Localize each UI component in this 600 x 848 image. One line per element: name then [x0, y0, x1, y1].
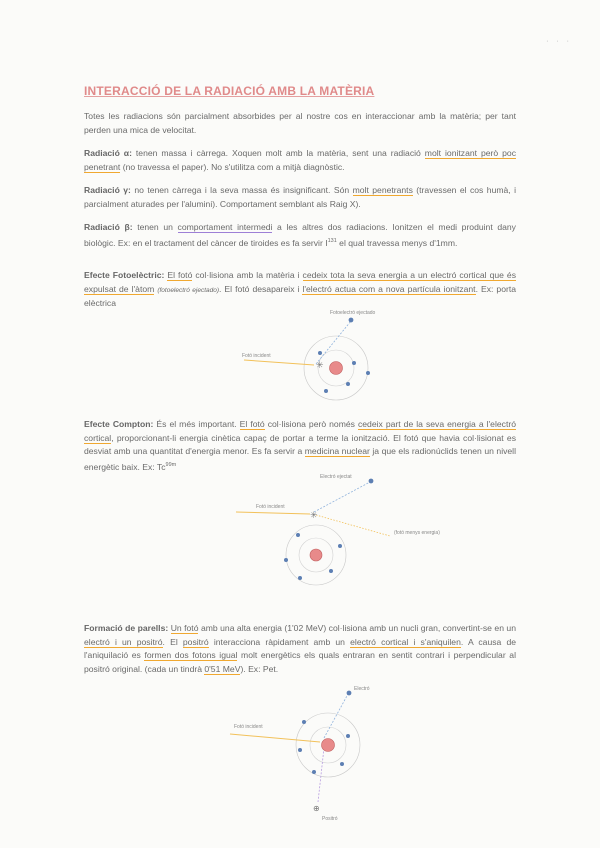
electron — [346, 734, 350, 738]
nucleus — [310, 549, 322, 561]
pair-label: Formació de parells: — [84, 623, 169, 633]
incident-photon-line — [244, 360, 314, 365]
alpha-highlight: molt ionitzant però poc penetrant — [84, 148, 517, 172]
compton-highlight-1: El fotó — [239, 419, 265, 429]
compton-text-3: , proporcionant-li energia cinètica capaç de portar a terme la ionització. El fotó que havia col·lisionat es desviat amb una quantitat d'energia menor. Es fa servir a — [84, 432, 516, 457]
ejected-electron — [349, 318, 354, 323]
electron — [346, 382, 350, 386]
beta-text: tenen un — [132, 222, 178, 232]
nucleus — [330, 362, 343, 375]
page-title: INTERACCIÓ DE LA RADIACIÓ AMB LA MATÈRIA — [84, 84, 375, 98]
fig-label-top: Electró ejectat — [320, 474, 352, 480]
fig-label-top: Fotoelectró ejectado — [330, 310, 376, 316]
photo-highlight-1: El fotó — [167, 270, 193, 280]
fig-label-left: Fotó incident — [234, 724, 263, 730]
electron — [352, 361, 356, 365]
fig-label-bottom: Positró — [322, 816, 338, 822]
pair-highlight-6: 0'51 MeV — [204, 663, 241, 674]
gamma-paragraph — [84, 184, 516, 211]
scattered-photon-line — [316, 515, 390, 536]
electron — [366, 371, 370, 375]
photoelectric-label: Efecte Fotoelèctric: — [84, 270, 165, 280]
photoelectric-diagram — [230, 308, 390, 413]
electron-path — [324, 694, 348, 738]
alpha-text-2: (no travessa el paper). No s'utilitza com a mitjà diagnòstic. — [120, 161, 345, 172]
gamma-text-2: (travessen el cos humà, i parcialment aturades per l'alumini). Comportament semblant als Raig X). — [84, 185, 517, 209]
alpha-paragraph — [84, 147, 516, 174]
photoelectric-paragraph — [84, 269, 516, 311]
photo-text-2: . El fotó desapareix i — [219, 283, 303, 294]
collision-mark: ✳ — [310, 510, 318, 520]
compton-text-2: col·lisiona però només — [264, 419, 358, 429]
compton-highlight-2: cedeix part de la seva energia a l'electró cortical — [84, 419, 516, 443]
pair-highlight-3: positró — [182, 636, 209, 647]
photo-text: col·lisiona amb la matèria i — [192, 270, 303, 280]
positron-path — [318, 748, 324, 802]
pair-text: amb una alta energia (1'02 MeV) col·lisiona amb un nucli gran, convertint-se en un — [198, 623, 516, 633]
fig-label-left: Fotó incident — [242, 353, 271, 359]
electron — [296, 533, 300, 537]
compton-paragraph — [84, 418, 516, 474]
electron — [324, 389, 328, 393]
electron — [298, 748, 302, 752]
intro-paragraph: Totes les radiacions són parcialment absorbides per al nostre cos en interaccionar amb la matèria; per tant perden una mica de velocitat. — [84, 111, 516, 135]
ejected-electron-path — [314, 482, 370, 512]
compton-text-4: ja que els radionúclids tenen un nivell energètic baix. Ex: Tc — [84, 446, 516, 472]
compton-diagram — [230, 472, 470, 590]
pair-text-5: molt energètics els quals entraran en sentit contrari i perpendicular al positró original. (cada un tindrà — [84, 650, 516, 674]
pair-production-paragraph — [84, 622, 516, 676]
photo-note: (fotoelectró ejectado) — [157, 286, 220, 294]
compton-highlight-3: medicina nuclear — [304, 446, 370, 457]
ejected-electron-path — [316, 321, 351, 364]
nucleus — [322, 739, 335, 752]
fig-label-left: Fotó incident — [256, 504, 285, 510]
compton-text: És el més important. — [153, 419, 240, 429]
pair-text-3: interacciona ràpidament amb un — [208, 636, 351, 647]
electron — [340, 762, 344, 766]
beta-superscript: 131 — [327, 237, 337, 244]
corner-mark: · · · — [546, 38, 572, 45]
electron — [318, 351, 322, 355]
fig-label-right: (fotó menys energia) — [394, 530, 440, 536]
electron — [298, 576, 302, 580]
gamma-text: no tenen càrrega i la seva massa és insignificant. Són — [130, 185, 353, 195]
electron — [302, 720, 306, 724]
pair-text-2: . El — [162, 636, 183, 647]
photo-highlight-3: l'electró actua com a nova partícula ionitzant — [302, 283, 476, 294]
ejected-electron — [369, 479, 374, 484]
pair-production-diagram — [220, 684, 400, 824]
beta-text-2: a les altres dos radiacions. Ionitzen el medi produint dany biològic. Ex: en el tractament del càncer de tiroides es fa servir I — [84, 222, 516, 248]
photo-text-3: . Ex: porta elèctrica — [84, 283, 517, 309]
positron-mark: ⊕ — [313, 804, 320, 813]
electron — [329, 569, 333, 573]
compton-superscript: 99m — [165, 461, 177, 468]
alpha-label: Radiació α: — [84, 148, 132, 158]
electron — [338, 544, 342, 548]
pair-highlight-2: electró i un positró — [84, 636, 163, 647]
alpha-text: tenen massa i càrrega. Xoquen molt amb la matèria, sent una radiació — [131, 148, 425, 158]
pair-text-4: . A causa de l'aniquilació es — [84, 636, 517, 661]
photo-highlight-2: cedeix tota la seva energia a un electró cortical que és expulsat de l'àtom — [84, 270, 516, 294]
beta-label: Radiació β: — [84, 222, 133, 232]
pair-highlight-1: Un fotó — [170, 623, 199, 633]
electron — [284, 558, 288, 562]
incident-photon-line — [236, 512, 310, 514]
gamma-highlight: molt penetrants — [352, 185, 413, 195]
beta-text-3: el qual travessa menys d'1mm. — [336, 237, 458, 248]
compton-label: Efecte Compton: — [84, 419, 154, 429]
pair-electron — [347, 691, 352, 696]
pair-highlight-5: formen dos fotons igual — [144, 650, 238, 661]
pair-highlight-4: electró cortical i s'aniquilen — [350, 636, 461, 647]
collision-mark: ✳ — [316, 360, 324, 370]
beta-paragraph — [84, 221, 516, 250]
pair-text-6: ). Ex: Pet. — [240, 663, 279, 674]
incident-photon-line — [230, 734, 320, 742]
fig-label-top: Electró — [354, 686, 370, 692]
beta-highlight: comportament intermedi — [177, 222, 273, 232]
electron — [312, 770, 316, 774]
gamma-label: Radiació γ: — [84, 185, 131, 195]
